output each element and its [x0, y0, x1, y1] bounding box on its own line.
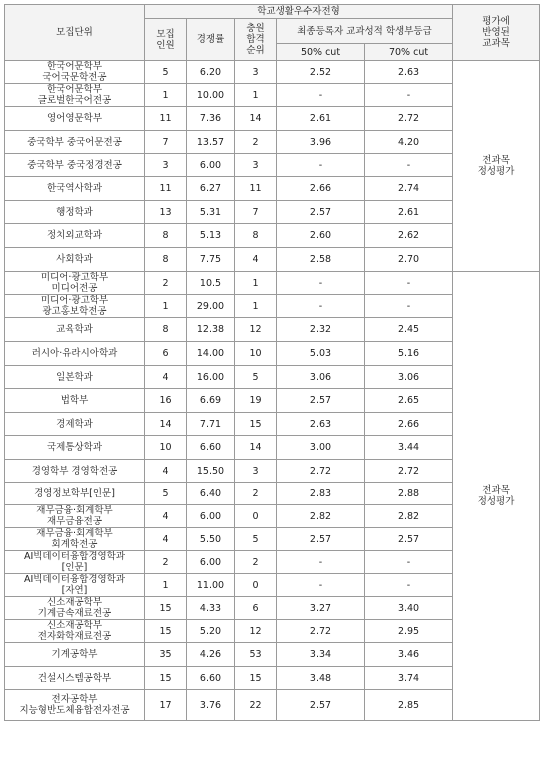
cell-waitlist: 7 — [235, 201, 277, 224]
cell-quota: 17 — [145, 690, 187, 721]
cell-dept — [5, 201, 145, 224]
cell-quota: 11 — [145, 107, 187, 131]
cell-cut50: - — [277, 574, 365, 597]
cell-cut70: 2.72 — [365, 460, 453, 483]
cell-cut70: 2.95 — [365, 620, 453, 643]
cell-dept — [5, 224, 145, 248]
cell-waitlist: 5 — [235, 528, 277, 551]
dept-line1: 국제통상학과 — [46, 442, 103, 453]
cell-cut50: 2.72 — [277, 460, 365, 483]
dept-line1: 교육학과 — [56, 324, 93, 335]
cell-dept — [5, 460, 145, 483]
header-waitlist — [235, 19, 277, 61]
eval-line1: 전과목 — [482, 485, 510, 496]
cell-waitlist: 10 — [235, 342, 277, 366]
cell-cut70: 2.74 — [365, 177, 453, 201]
table-row — [5, 61, 540, 84]
cell-quota: 6 — [145, 342, 187, 366]
cell-cut70: 3.74 — [365, 667, 453, 690]
cell-eval-subjects — [453, 272, 540, 721]
cell-cut50: 3.96 — [277, 131, 365, 154]
cell-cut70: 2.45 — [365, 318, 453, 342]
dept-line1: 재무금융·회계학부 — [36, 528, 113, 539]
cell-cut70: 2.65 — [365, 389, 453, 413]
cell-cut70: 5.16 — [365, 342, 453, 366]
header-eval-line2: 반영된 — [482, 27, 510, 38]
admissions-table — [4, 4, 540, 721]
header-eval-subjects — [453, 5, 540, 61]
cell-cut50: 2.60 — [277, 224, 365, 248]
cell-cut70: 4.20 — [365, 131, 453, 154]
cell-cut50: 3.48 — [277, 667, 365, 690]
cell-competition: 5.50 — [187, 528, 235, 551]
cell-cut50: 2.58 — [277, 248, 365, 272]
cell-cut50: 2.57 — [277, 201, 365, 224]
cell-dept — [5, 154, 145, 177]
header-quota-line1: 모집 — [156, 28, 175, 40]
cell-cut50: 2.83 — [277, 483, 365, 505]
dept-line1: 전자공학부 — [51, 694, 98, 705]
cell-quota: 35 — [145, 643, 187, 667]
dept-line2: 광고홍보학전공 — [42, 306, 107, 317]
cell-waitlist: 14 — [235, 436, 277, 460]
cell-quota: 15 — [145, 620, 187, 643]
cell-competition: 29.00 — [187, 295, 235, 318]
cell-quota: 13 — [145, 201, 187, 224]
dept-line1: 한국어문학부 — [46, 61, 103, 72]
table-header — [5, 5, 540, 61]
cell-dept — [5, 528, 145, 551]
cell-quota: 4 — [145, 528, 187, 551]
dept-line1: 신소재공학부 — [46, 597, 103, 608]
cell-cut50: 3.27 — [277, 597, 365, 620]
cell-quota: 1 — [145, 295, 187, 318]
cell-waitlist: 0 — [235, 505, 277, 528]
header-eval-line1: 평가에 — [482, 16, 510, 27]
dept-line1: AI빅데이터융합경영학과 — [23, 574, 126, 585]
dept-line2: 글로벌한국어전공 — [37, 95, 112, 106]
cell-cut50: - — [277, 295, 365, 318]
cell-waitlist: 8 — [235, 224, 277, 248]
dept-line1: AI빅데이터융합경영학과 — [23, 551, 126, 562]
dept-line2: 지능형반도체융합전자전공 — [19, 705, 130, 716]
cell-cut70: 3.40 — [365, 597, 453, 620]
cell-waitlist: 1 — [235, 84, 277, 107]
cell-cut50: - — [277, 272, 365, 295]
header-grade-group: 최종등록자 교과성적 학생부등급 — [277, 19, 453, 44]
cell-dept — [5, 107, 145, 131]
dept-line1: 경영정보학부[인문] — [34, 488, 115, 499]
cell-dept — [5, 272, 145, 295]
eval-line2: 정성평가 — [477, 496, 515, 507]
cell-cut70: - — [365, 154, 453, 177]
cell-dept — [5, 620, 145, 643]
cell-competition: 6.69 — [187, 389, 235, 413]
cell-quota: 16 — [145, 389, 187, 413]
dept-line1: 법학부 — [60, 395, 89, 406]
cell-waitlist: 6 — [235, 597, 277, 620]
cell-competition: 7.71 — [187, 413, 235, 436]
cell-quota: 15 — [145, 667, 187, 690]
cell-cut70: 2.72 — [365, 107, 453, 131]
cell-cut70: 2.88 — [365, 483, 453, 505]
cell-competition: 4.33 — [187, 597, 235, 620]
cell-dept — [5, 177, 145, 201]
cell-waitlist: 22 — [235, 690, 277, 721]
eval-line1: 전과목 — [482, 155, 510, 166]
cell-waitlist: 11 — [235, 177, 277, 201]
dept-line2: [인문] — [61, 562, 88, 573]
cell-waitlist: 5 — [235, 366, 277, 389]
cell-cut70: - — [365, 84, 453, 107]
dept-line1: 경제학과 — [56, 418, 93, 430]
dept-line1: 건설시스템공학부 — [37, 672, 112, 684]
cell-competition: 6.00 — [187, 505, 235, 528]
dept-line2: 회계학전공 — [51, 539, 98, 550]
cell-cut50: 2.61 — [277, 107, 365, 131]
cell-cut50: 3.06 — [277, 366, 365, 389]
dept-line1: 미디어·광고학부 — [40, 272, 109, 283]
cell-dept — [5, 667, 145, 690]
dept-line2: [자연] — [61, 585, 88, 596]
cell-cut70: 2.61 — [365, 201, 453, 224]
cell-quota: 15 — [145, 597, 187, 620]
cell-quota: 5 — [145, 483, 187, 505]
dept-line1: 행정학과 — [56, 206, 93, 218]
cell-eval-subjects — [453, 61, 540, 272]
header-unit: 모집단위 — [5, 5, 145, 61]
cell-quota: 5 — [145, 61, 187, 84]
cell-quota: 4 — [145, 366, 187, 389]
header-quota — [145, 19, 187, 61]
cell-cut50: 2.32 — [277, 318, 365, 342]
cell-cut70: - — [365, 272, 453, 295]
cell-competition: 15.50 — [187, 460, 235, 483]
dept-line2: 기계금속재료전공 — [37, 608, 112, 619]
cell-dept — [5, 248, 145, 272]
cell-cut50: 2.63 — [277, 413, 365, 436]
cell-cut50: 2.57 — [277, 690, 365, 721]
cell-competition: 10.5 — [187, 272, 235, 295]
cell-competition: 6.27 — [187, 177, 235, 201]
cell-quota: 8 — [145, 224, 187, 248]
cell-competition: 6.40 — [187, 483, 235, 505]
header-group: 학교생활우수자전형 — [145, 5, 453, 19]
cell-waitlist: 14 — [235, 107, 277, 131]
cell-cut50: 2.52 — [277, 61, 365, 84]
cell-dept — [5, 690, 145, 721]
header-waitlist-line3: 순위 — [246, 45, 265, 56]
cell-waitlist: 19 — [235, 389, 277, 413]
cell-quota: 14 — [145, 413, 187, 436]
cell-competition: 4.26 — [187, 643, 235, 667]
cell-cut50: 2.72 — [277, 620, 365, 643]
cell-quota: 2 — [145, 272, 187, 295]
cell-waitlist: 0 — [235, 574, 277, 597]
cell-quota: 1 — [145, 84, 187, 107]
cell-cut70: - — [365, 295, 453, 318]
header-competition: 경쟁률 — [187, 19, 235, 61]
cell-waitlist: 15 — [235, 413, 277, 436]
cell-dept — [5, 505, 145, 528]
cell-cut50: 2.57 — [277, 528, 365, 551]
dept-line1: 러시아·유라시아학과 — [31, 348, 118, 359]
cell-cut70: 2.57 — [365, 528, 453, 551]
cell-cut50: - — [277, 84, 365, 107]
cell-cut50: - — [277, 154, 365, 177]
cell-cut50: 3.34 — [277, 643, 365, 667]
cell-cut70: 2.70 — [365, 248, 453, 272]
dept-line1: 신소재공학부 — [46, 620, 103, 631]
cell-competition: 11.00 — [187, 574, 235, 597]
dept-line1: 미디어·광고학부 — [40, 295, 109, 306]
cell-competition: 14.00 — [187, 342, 235, 366]
cell-dept — [5, 366, 145, 389]
header-quota-line2: 인원 — [156, 39, 175, 51]
cell-waitlist: 53 — [235, 643, 277, 667]
cell-quota: 3 — [145, 154, 187, 177]
dept-line1: 경영학부 경영학전공 — [31, 465, 118, 477]
cell-competition: 7.75 — [187, 248, 235, 272]
cell-cut70: 2.63 — [365, 61, 453, 84]
cell-cut70: 2.82 — [365, 505, 453, 528]
cell-waitlist: 1 — [235, 295, 277, 318]
cell-cut50: 3.00 — [277, 436, 365, 460]
dept-line1: 사회학과 — [56, 254, 93, 265]
cell-cut70: - — [365, 551, 453, 574]
cell-cut70: 3.46 — [365, 643, 453, 667]
dept-line1: 기계공학부 — [51, 649, 98, 660]
dept-line1: 일본학과 — [56, 371, 93, 383]
dept-line1: 중국학부 중국정경전공 — [27, 159, 122, 171]
cell-competition: 5.13 — [187, 224, 235, 248]
cell-waitlist: 12 — [235, 620, 277, 643]
cell-dept — [5, 574, 145, 597]
cell-quota: 4 — [145, 460, 187, 483]
table-body — [5, 61, 540, 721]
cell-competition: 6.00 — [187, 551, 235, 574]
cell-cut50: 2.82 — [277, 505, 365, 528]
cell-quota: 8 — [145, 248, 187, 272]
cell-dept — [5, 551, 145, 574]
cell-dept — [5, 131, 145, 154]
eval-line2: 정성평가 — [477, 166, 515, 177]
cell-cut50: 5.03 — [277, 342, 365, 366]
cell-waitlist: 2 — [235, 551, 277, 574]
cell-quota: 8 — [145, 318, 187, 342]
dept-line1: 정치외교학과 — [46, 230, 103, 241]
cell-competition: 16.00 — [187, 366, 235, 389]
dept-line1: 중국학부 중국어문전공 — [27, 136, 122, 148]
cell-waitlist: 2 — [235, 483, 277, 505]
cell-cut70: - — [365, 574, 453, 597]
cell-waitlist: 3 — [235, 460, 277, 483]
header-eval-line3: 교과목 — [482, 38, 510, 49]
dept-line2: 전자화학재료전공 — [37, 631, 112, 642]
cell-competition: 12.38 — [187, 318, 235, 342]
cell-dept — [5, 342, 145, 366]
dept-line1: 영어영문학부 — [46, 113, 103, 124]
cell-dept — [5, 413, 145, 436]
cell-competition: 3.76 — [187, 690, 235, 721]
dept-line2: 국어국문학전공 — [42, 72, 107, 83]
dept-line2: 재무금융전공 — [46, 516, 103, 527]
cell-cut50: 2.57 — [277, 389, 365, 413]
cell-dept — [5, 436, 145, 460]
header-cut50: 50% cut — [277, 44, 365, 61]
cell-waitlist: 15 — [235, 667, 277, 690]
cell-dept — [5, 84, 145, 107]
cell-competition: 5.20 — [187, 620, 235, 643]
cell-cut70: 2.62 — [365, 224, 453, 248]
cell-cut70: 2.85 — [365, 690, 453, 721]
cell-competition: 6.20 — [187, 61, 235, 84]
cell-cut70: 3.44 — [365, 436, 453, 460]
cell-competition: 6.60 — [187, 667, 235, 690]
cell-dept — [5, 389, 145, 413]
table-row — [5, 272, 540, 295]
cell-waitlist: 1 — [235, 272, 277, 295]
header-waitlist-line2: 합격 — [246, 34, 265, 45]
cell-dept — [5, 643, 145, 667]
dept-line1: 재무금융·회계학부 — [36, 505, 113, 516]
dept-line1: 한국역사학과 — [46, 183, 103, 194]
cell-dept — [5, 597, 145, 620]
cell-cut50: 2.66 — [277, 177, 365, 201]
header-waitlist-line1: 충원 — [246, 23, 265, 34]
dept-line1: 한국어문학부 — [46, 84, 103, 95]
cell-competition: 5.31 — [187, 201, 235, 224]
cell-waitlist: 12 — [235, 318, 277, 342]
dept-line2: 미디어전공 — [51, 283, 98, 294]
cell-dept — [5, 61, 145, 84]
cell-cut70: 3.06 — [365, 366, 453, 389]
cell-quota: 4 — [145, 505, 187, 528]
cell-cut70: 2.66 — [365, 413, 453, 436]
cell-cut50: - — [277, 551, 365, 574]
cell-dept — [5, 295, 145, 318]
cell-waitlist: 2 — [235, 131, 277, 154]
header-cut70: 70% cut — [365, 44, 453, 61]
cell-dept — [5, 318, 145, 342]
cell-competition: 6.60 — [187, 436, 235, 460]
cell-waitlist: 3 — [235, 61, 277, 84]
cell-waitlist: 4 — [235, 248, 277, 272]
cell-competition: 10.00 — [187, 84, 235, 107]
cell-quota: 2 — [145, 551, 187, 574]
cell-quota: 10 — [145, 436, 187, 460]
cell-competition: 7.36 — [187, 107, 235, 131]
cell-waitlist: 3 — [235, 154, 277, 177]
cell-quota: 7 — [145, 131, 187, 154]
cell-quota: 11 — [145, 177, 187, 201]
cell-quota: 1 — [145, 574, 187, 597]
cell-dept — [5, 483, 145, 505]
cell-competition: 6.00 — [187, 154, 235, 177]
cell-competition: 13.57 — [187, 131, 235, 154]
